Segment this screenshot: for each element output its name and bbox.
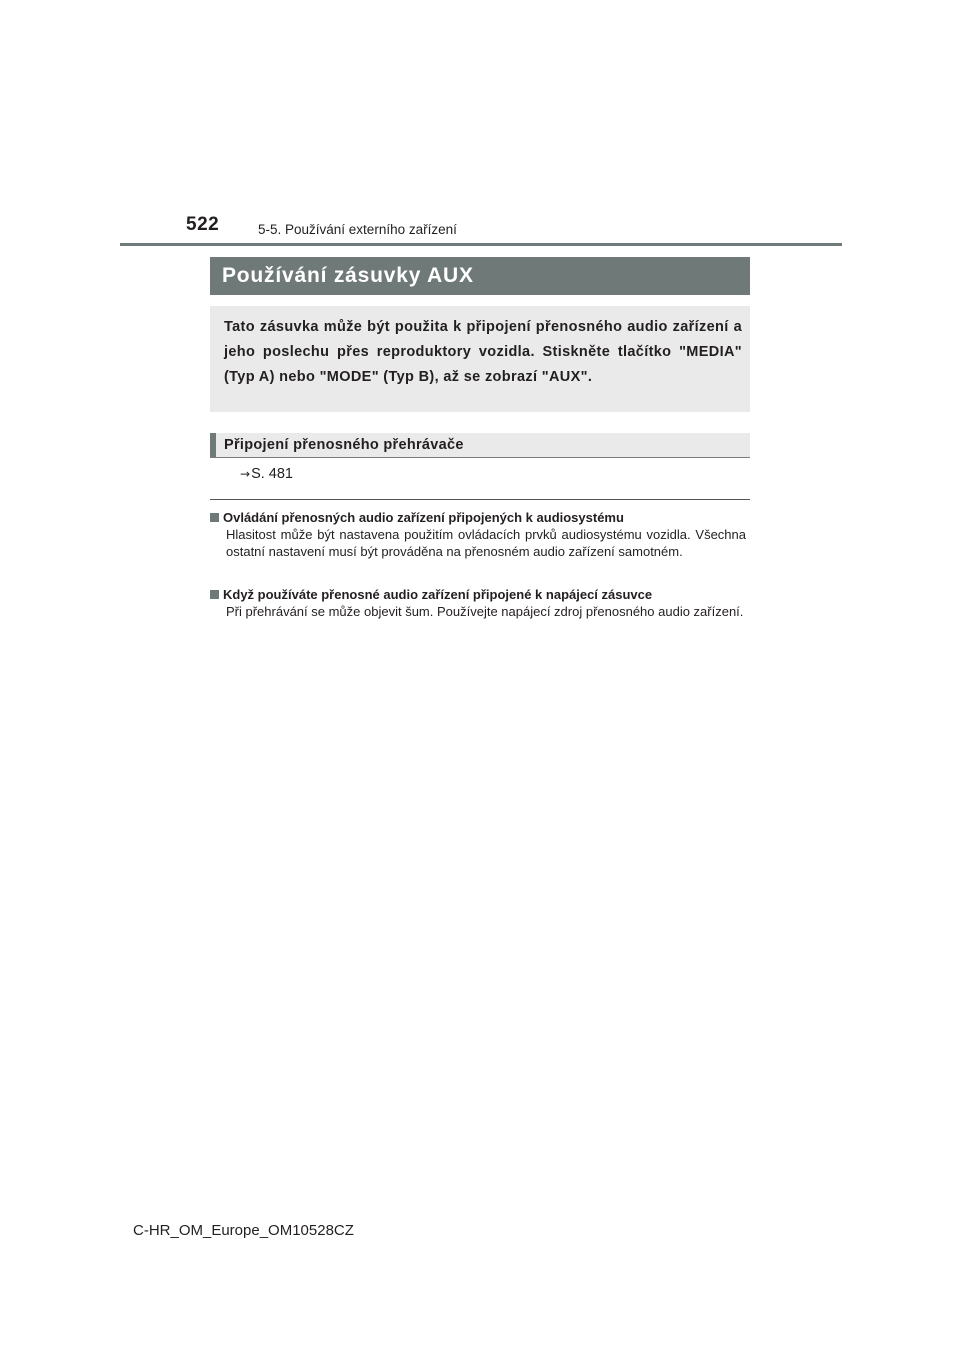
intro-text: Tato zásuvka může být použita k připojení přenosného audio zařízení a jeho poslechu přes reproduktory vozidla. Stiskněte tlačítko "MEDIA" (Typ A) nebo "MODE" (Typ B), až se zobrazí "AUX". — [224, 319, 742, 385]
header-divider — [120, 243, 842, 246]
note-item — [210, 586, 746, 620]
square-bullet-icon — [210, 513, 219, 522]
square-bullet-icon — [210, 590, 219, 599]
note-heading: Ovládání přenosných audio zařízení připojených k audiosystému — [223, 510, 624, 525]
page-title-bar — [210, 257, 750, 295]
page-title: Používání zásuvky AUX — [222, 264, 474, 287]
subsection-heading-bar — [210, 433, 750, 458]
note-item — [210, 509, 746, 560]
chapter-section-label: 5-5. Používání externího zařízení — [258, 222, 457, 237]
note-body: Při přehrávání se může objevit šum. Používejte napájecí zdroj přenosného audio zařízení. — [226, 604, 744, 619]
subsection-heading: Připojení přenosného přehrávače — [224, 437, 464, 453]
intro-box — [210, 306, 750, 412]
page-reference-text: S. 481 — [251, 466, 293, 482]
page-reference[interactable] — [240, 466, 293, 482]
note-body: Hlasitost může být nastavena použitím ovládacích prvků audiosystému vozidla. Všechna ostatní nastavení musí být prováděna na přenosném audio zařízení samotném. — [226, 527, 746, 559]
section-divider — [210, 499, 750, 500]
arrow-right-icon: → — [240, 467, 251, 481]
document-footer-code: C-HR_OM_Europe_OM10528CZ — [133, 1222, 354, 1239]
note-heading: Když používáte přenosné audio zařízení připojené k napájecí zásuvce — [223, 587, 653, 602]
page-number: 522 — [186, 214, 220, 235]
subsection-accent-bar — [210, 433, 216, 457]
